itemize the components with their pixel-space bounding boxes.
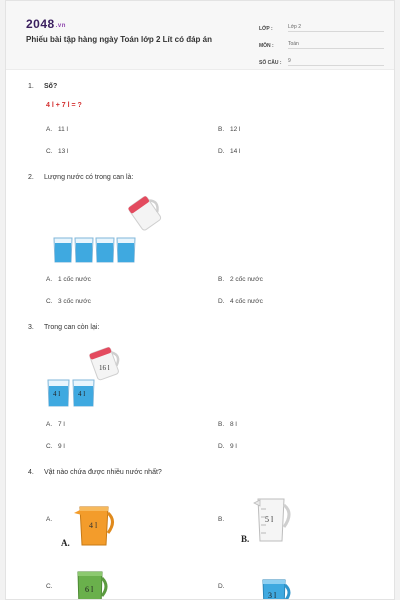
- pitcher-label: 4 l: [89, 521, 98, 530]
- option-c[interactable]: C.: [46, 583, 53, 590]
- image-caption: B.: [241, 534, 250, 544]
- option-a[interactable]: A.: [46, 516, 53, 523]
- measuring-jug-image[interactable]: [252, 495, 296, 543]
- question-3: [28, 324, 99, 331]
- meta-value: Toán: [288, 41, 384, 49]
- worksheet-title: Phiếu bài tập hàng ngày Toán lớp 2 Lít có đáp án: [26, 35, 212, 44]
- jug-16l-image: [86, 343, 126, 383]
- question-text: Lượng nước có trong can là:: [44, 174, 134, 181]
- meta-row-subject: [259, 35, 384, 49]
- option-b[interactable]: B. 12 l: [218, 126, 241, 133]
- jug-label: 5 l: [265, 515, 274, 524]
- option-b[interactable]: B.: [218, 516, 225, 523]
- option-a[interactable]: A. 1 cốc nước: [46, 276, 91, 283]
- option-a[interactable]: A. 7 l: [46, 421, 65, 428]
- logo-main: 2048: [26, 17, 55, 31]
- meta-panel: [259, 18, 384, 69]
- question-4: [28, 469, 162, 476]
- meta-value: Lớp 2: [288, 24, 384, 32]
- option-c[interactable]: C. 13 l: [46, 148, 69, 155]
- image-caption: A.: [61, 538, 70, 548]
- pitcher-label: 6 l: [85, 585, 94, 594]
- option-d[interactable]: D. 9 l: [218, 443, 237, 450]
- option-d[interactable]: D. 14 l: [218, 148, 241, 155]
- water-glass-icon: [96, 238, 114, 262]
- meta-label: LỚP :: [259, 26, 273, 32]
- meta-label: SỐ CÂU :: [259, 60, 282, 66]
- question-1-expression: 4 l + 7 l = ?: [46, 102, 82, 109]
- meta-row-class: [259, 18, 384, 32]
- meta-label: MÔN :: [259, 43, 274, 49]
- green-pitcher-image[interactable]: [72, 568, 112, 600]
- question-number: 3.: [28, 324, 34, 331]
- logo-sub: .vn: [55, 23, 66, 29]
- question-text: Vật nào chứa được nhiều nước nhất?: [44, 469, 162, 476]
- question-number: 4.: [28, 469, 34, 476]
- glass-label: 4 l: [53, 390, 61, 398]
- option-d[interactable]: D. 4 cốc nước: [218, 298, 263, 305]
- water-glass-icon: [54, 238, 72, 262]
- worksheet-page: [5, 0, 395, 600]
- question-number: 2.: [28, 174, 34, 181]
- jug-label: 3 l: [268, 591, 277, 600]
- option-b[interactable]: B. 2 cốc nước: [218, 276, 263, 283]
- site-logo[interactable]: [26, 17, 66, 31]
- option-d[interactable]: D.: [218, 583, 225, 590]
- pitcher-image: [121, 191, 169, 233]
- question-2: [28, 174, 133, 181]
- option-a[interactable]: A. 11 l: [46, 126, 68, 133]
- question-number: 1.: [28, 83, 34, 90]
- glasses-row: [53, 237, 137, 263]
- glass-label: 4 l: [78, 390, 86, 398]
- blue-jug-image[interactable]: [259, 576, 295, 600]
- question-1: [28, 83, 57, 90]
- worksheet-header: [6, 1, 394, 70]
- question-text: Trong can còn lại:: [44, 324, 100, 331]
- jug-label: 16 l: [99, 364, 110, 372]
- water-glass-icon: [75, 238, 93, 262]
- meta-value: 9: [288, 58, 384, 66]
- glasses-4l-pair: [47, 379, 95, 407]
- option-c[interactable]: C. 3 cốc nước: [46, 298, 91, 305]
- option-c[interactable]: C. 9 l: [46, 443, 65, 450]
- water-glass-icon: [117, 238, 135, 262]
- option-b[interactable]: B. 8 l: [218, 421, 237, 428]
- orange-pitcher-image[interactable]: [72, 501, 118, 547]
- meta-row-count: [259, 52, 384, 66]
- question-text: Số?: [44, 83, 58, 90]
